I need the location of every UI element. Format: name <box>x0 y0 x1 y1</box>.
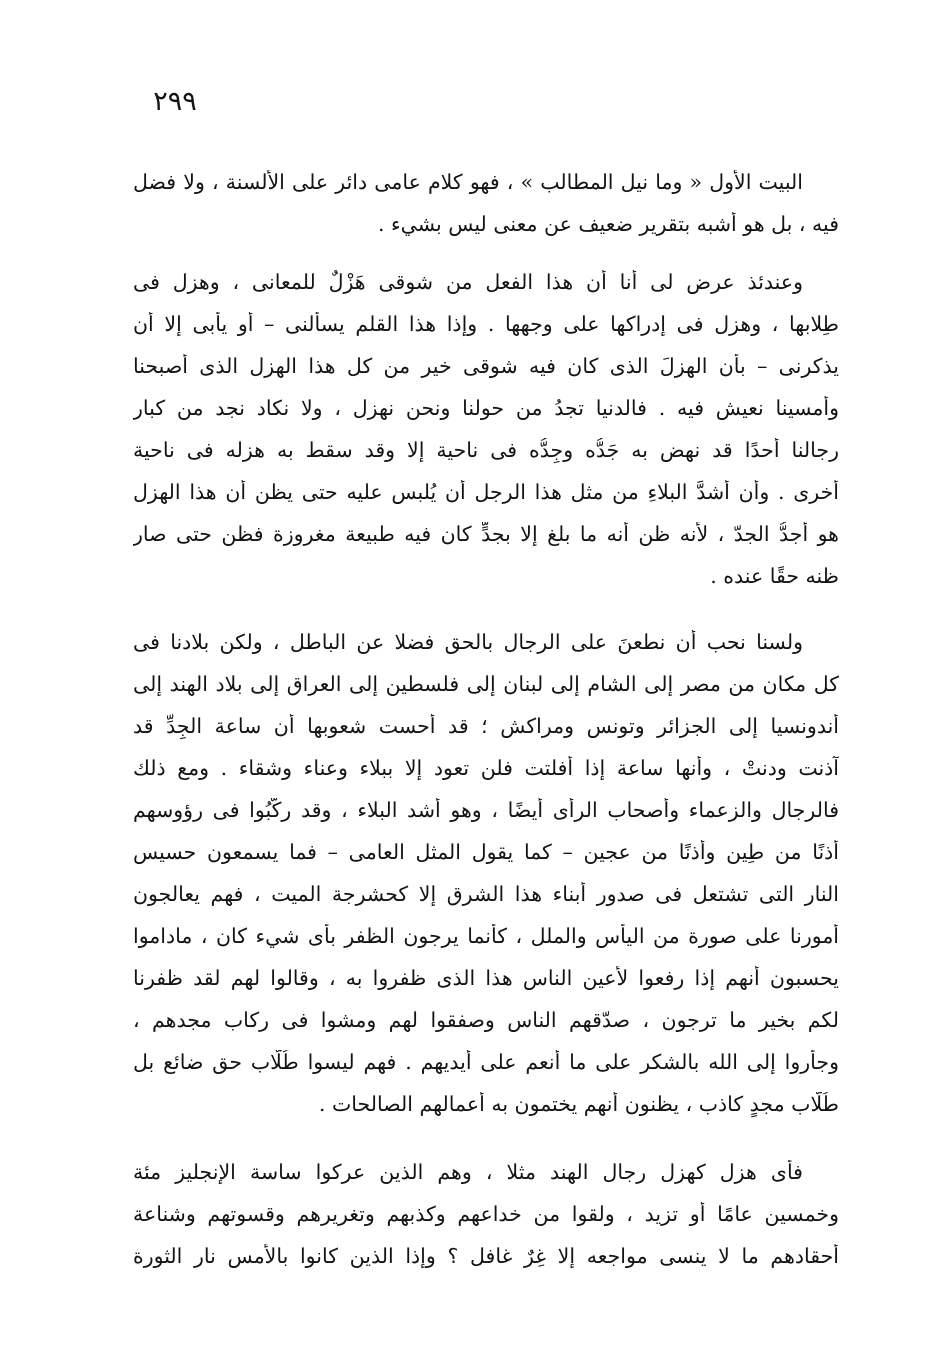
text-line: طِلابها ، وهزل فى إدراكها على وجهها . وإذا هذا القلم يسألنى – أو يأبى إلا أن <box>133 312 839 336</box>
text-line: البيت الأول « وما نيل المطالب » ، فهو كلام عامى دائر على الألسنة ، ولا فضل <box>133 170 803 194</box>
text-line: آذنت ودنتْ ، وأنها ساعة إذا أفلتت فلن تعود إلا ببلاء وعناء وشقاء . ومع ذلك <box>133 756 839 780</box>
text-line: أحقادهم ما لا ينسى مواجعه إلا غِرٌ غافل ؟ وإذا الذين كانوا بالأمس نار الثورة <box>133 1244 839 1268</box>
text-line: النار التى تشتعل فى صدور أبناء هذا الشرق إلا كحشرجة الميت ، فهم يعالجون <box>133 882 839 906</box>
text-line: أندونسيا إلى الجزائر وتونس ومراكش ؛ قد أحست شعوبها أن ساعة الجِدِّ قد <box>133 714 839 738</box>
text-line: رجالنا أحدًا قد نهض به جَدُّه وجِدُّه فى ناحية إلا وقد سقط به هزله فى ناحية <box>133 438 839 462</box>
text-line: وأمسينا نعيش فيه . فالدنيا تجدُ من حولنا ونحن نهزل ، ولا نكاد نجد من كبار <box>133 396 839 420</box>
text-line: فالرجال والزعماء وأصحاب الرأى أيضًا ، وهو أشد البلاء ، وقد ركَّبُوا فى رؤوسهم <box>133 798 839 822</box>
text-line: وجأروا إلى الله بالشكر على ما أنعم على أيديهم . فهم ليسوا طُلَّاب حق ضائع بل <box>133 1050 839 1074</box>
text-line: ظنه حقًا عنده . <box>710 564 839 588</box>
text-line: وعندئذ عرض لى أنا أن هذا الفعل من شوقى هَزْلٌ للمعانى ، وهزل فى <box>133 270 803 294</box>
text-line: كل مكان من مصر إلى الشام إلى لبنان إلى فلسطين إلى العراق إلى بلاد الهند إلى <box>133 672 839 696</box>
text-line: أُذنًا من طِين وأُذنًا من عجين – كما يقول المثل العامى – فما يسمعون حسيس <box>133 840 839 864</box>
page-number: ٢٩٩ <box>153 86 197 117</box>
text-line: وخمسين عامًا أو تزيد ، ولقوا من خداعهم وكذبهم وتغريرهم وقسوتهم وشناعة <box>133 1202 839 1226</box>
text-line: ولسنا نحب أن نطعنَ على الرجال بالحق فضلا عن الباطل ، ولكن بلادنا فى <box>133 630 803 654</box>
text-line: يحسبون أنهم إذا رفعوا لأعين الناس هذا الذى ظفروا به ، وقالوا لهم لقد ظفرنا <box>133 966 839 990</box>
text-line: فيه ، بل هو أشبه بتقرير ضعيف عن معنى ليس بشيء . <box>377 212 839 236</box>
text-line: يذكرنى – بأن الهزلَ الذى كان فيه شوقى خير من كل هذا الهزل الذى أصبحنا <box>133 354 839 378</box>
text-line: أمورنا على صورة من اليأس والملل ، كأنما يرجون الظفر بأى شيء كان ، ماداموا <box>133 924 839 948</box>
text-line: طُلَّاب مجدٍ كاذب ، يظنون أنهم يختمون به أعمالهم الصالحات . <box>318 1092 839 1116</box>
text-line: فأى هزل كهزل رجال الهند مثلا ، وهم الذين عركوا ساسة الإنجليز مئة <box>133 1160 803 1184</box>
text-line: لكم بخير ما ترجون ، صدّقهم الناس وصفقوا لهم ومشوا فى ركاب مجدهم ، <box>133 1008 839 1032</box>
text-line: أخرى . وأن أشدَّ البلاءِ من مثل هذا الرجل أن يُلبس عليه حتى يظن أن هذا الهزل <box>133 480 839 504</box>
text-line: هو أجدُّ الجدّ ، لأنه ظن أنه ما بلغ إلا بجدٍّ كان فيه طبيعة مغروزة فظن حتى صار <box>133 522 839 546</box>
